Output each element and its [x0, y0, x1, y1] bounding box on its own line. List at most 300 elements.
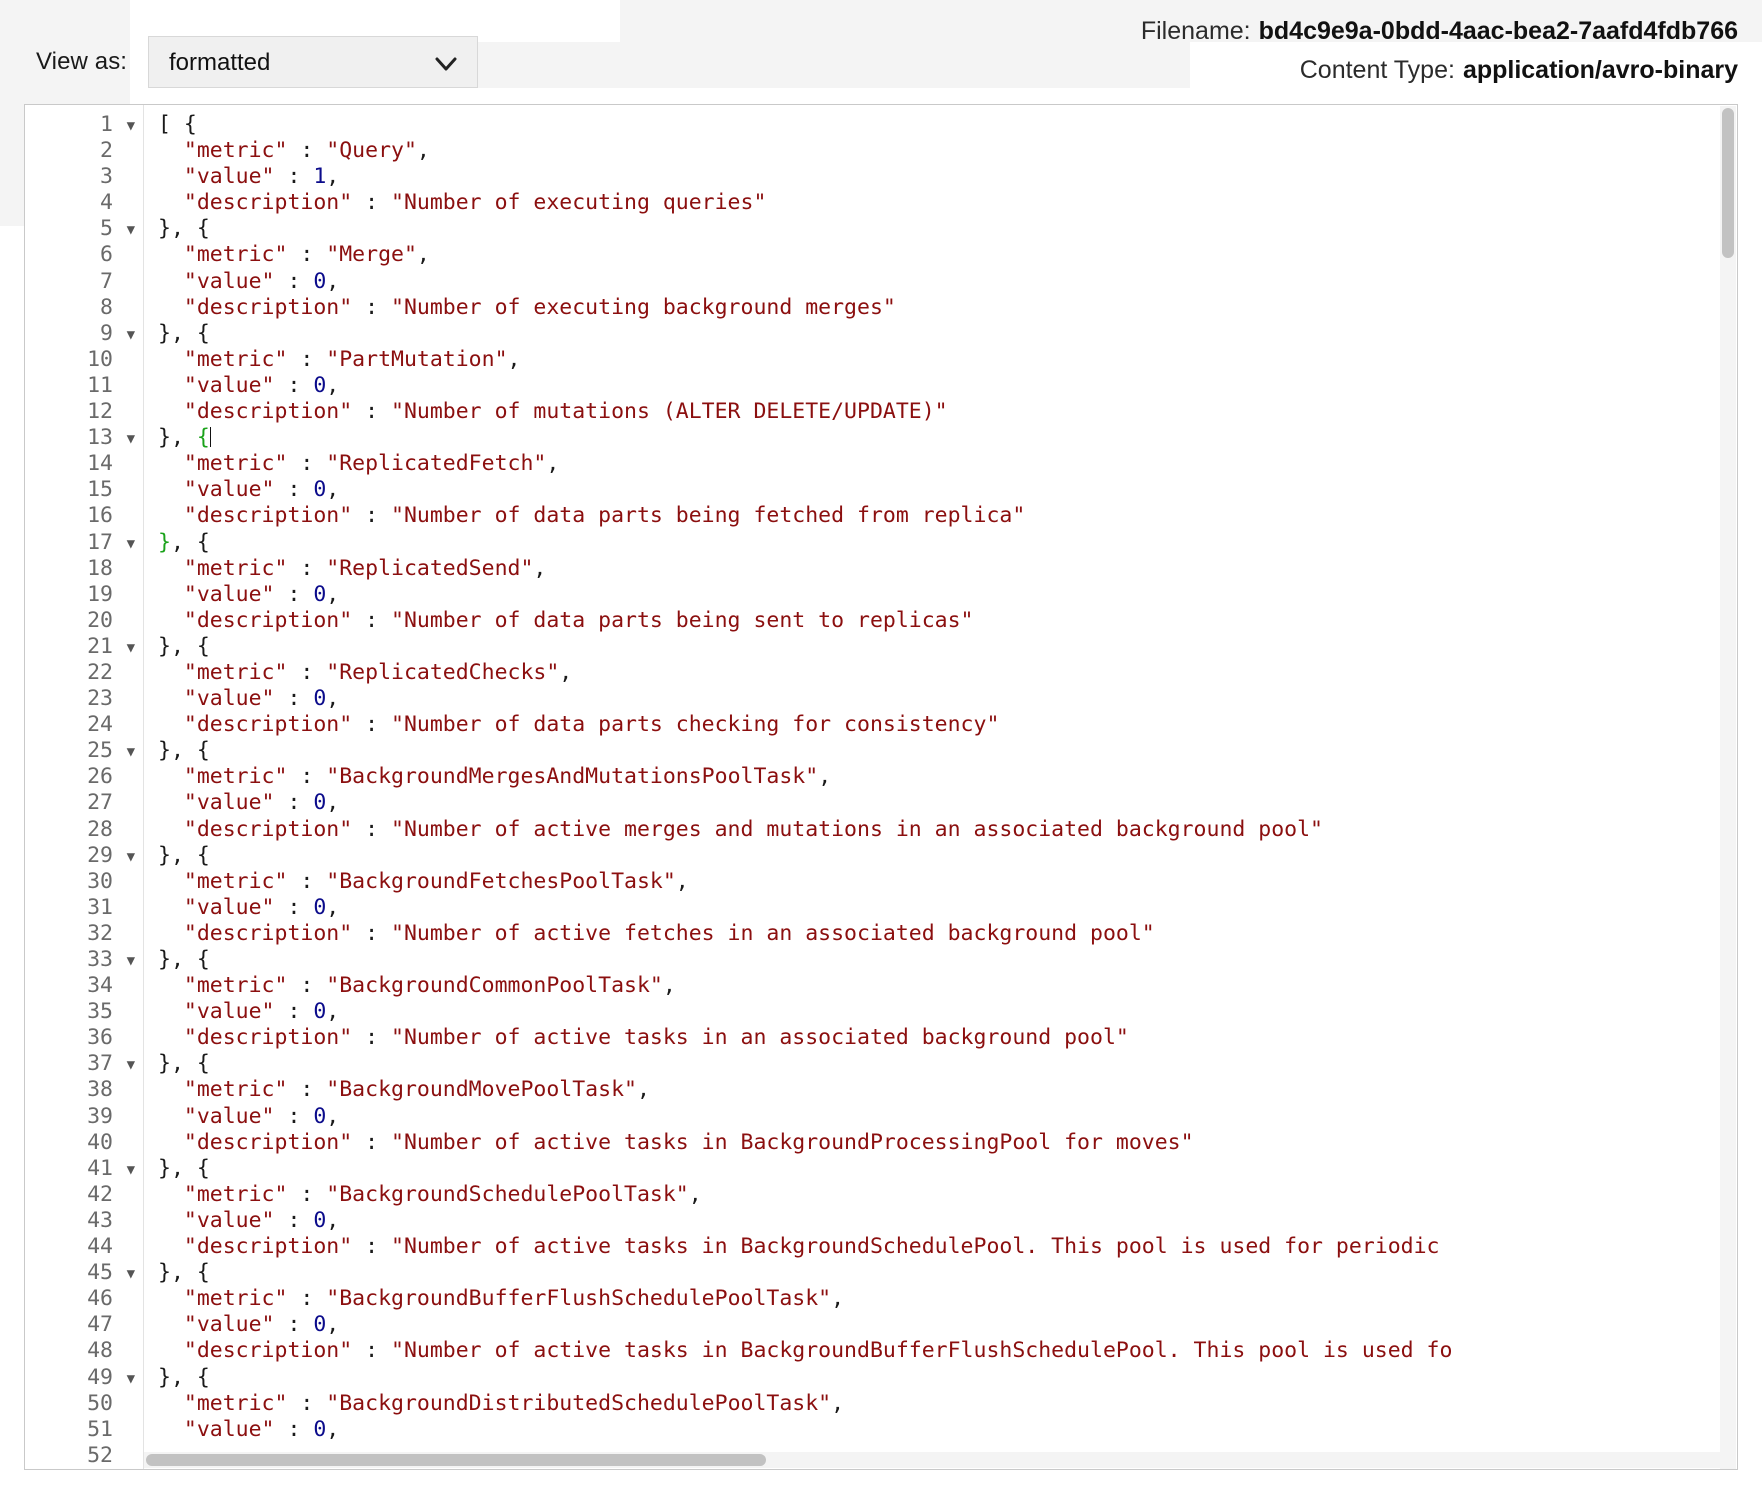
code-token: "value"	[183, 1312, 275, 1338]
code-token	[158, 347, 184, 372]
code-token: "metric"	[183, 451, 288, 477]
code-token: "ReplicatedSend"	[326, 555, 534, 581]
code-token: "description"	[183, 607, 353, 633]
code-token: "metric"	[183, 764, 288, 790]
line-number: 52	[87, 1442, 113, 1468]
line-number: 9 ▼	[100, 320, 135, 346]
code-token: :	[274, 1103, 314, 1129]
code-token	[158, 712, 184, 737]
code-token: },	[158, 425, 197, 451]
code-line	[144, 1365, 1452, 1391]
code-content	[144, 112, 1452, 1469]
code-token: "Number of active tasks in an associated background pool"	[391, 1025, 1129, 1051]
code-token: ,	[662, 973, 676, 999]
text-caret	[210, 427, 211, 447]
code-token	[158, 686, 184, 711]
code-token	[158, 373, 184, 398]
line-number: 22	[87, 659, 113, 685]
line-number: 30	[87, 868, 113, 894]
line-number: 21 ▼	[87, 633, 135, 659]
code-line	[144, 373, 1452, 399]
code-line	[144, 1208, 1452, 1234]
code-line	[144, 1051, 1452, 1077]
code-token: 1	[313, 164, 327, 190]
code-line	[144, 1156, 1452, 1182]
code-token	[158, 1338, 184, 1363]
code-token: "description"	[183, 1234, 353, 1260]
code-token: "BackgroundFetchesPoolTask"	[326, 868, 676, 894]
code-area[interactable]	[144, 105, 1737, 1469]
code-token: :	[352, 190, 392, 216]
code-token	[158, 1025, 184, 1050]
line-number: 47	[87, 1312, 113, 1338]
fold-toggle-icon[interactable]: ▼	[126, 953, 135, 969]
fold-toggle-icon[interactable]: ▼	[126, 326, 135, 343]
line-number: 2	[100, 138, 113, 164]
code-token: 0	[313, 790, 327, 816]
code-token: "BackgroundCommonPoolTask"	[326, 973, 663, 999]
code-token: "Number of executing background merges"	[391, 294, 896, 320]
code-token: "metric"	[183, 242, 288, 268]
code-token: ,	[818, 764, 832, 790]
code-token: :	[274, 164, 314, 190]
code-line	[144, 1286, 1452, 1312]
fold-toggle-icon[interactable]: ▼	[126, 1057, 135, 1074]
filename-label: Filename:	[1140, 17, 1251, 45]
code-token: "Number of active fetches in an associated background pool"	[391, 920, 1155, 946]
code-line	[144, 1312, 1452, 1338]
fold-toggle-icon[interactable]: ▼	[126, 1161, 135, 1178]
code-token: 0	[313, 686, 327, 712]
code-token: "value"	[183, 999, 275, 1025]
code-token: :	[274, 894, 314, 920]
code-token: "Number of active merges and mutations in an associated background pool"	[391, 816, 1323, 842]
code-token	[158, 556, 184, 581]
line-number: 23	[87, 686, 113, 712]
line-number: 31	[87, 894, 113, 920]
code-token: ,	[688, 1181, 702, 1207]
code-token: "description"	[183, 1025, 353, 1051]
code-line	[144, 399, 1452, 425]
line-number: 20	[87, 607, 113, 633]
code-token: ,	[326, 894, 340, 920]
code-token: :	[287, 1181, 327, 1207]
code-token	[158, 190, 184, 215]
line-number: 15	[87, 477, 113, 503]
fold-toggle-icon[interactable]: ▼	[126, 848, 135, 865]
line-number: 27	[87, 790, 113, 816]
code-token	[158, 869, 184, 894]
code-token: 0	[313, 477, 327, 503]
code-line	[144, 843, 1452, 869]
code-token: :	[287, 973, 327, 999]
code-token: ,	[533, 555, 547, 581]
code-token: "value"	[183, 477, 275, 503]
code-token: }, {	[158, 1260, 210, 1286]
code-line	[144, 686, 1452, 712]
vertical-scrollbar[interactable]	[1720, 106, 1736, 1470]
code-token: ,	[326, 477, 340, 503]
background-block	[478, 42, 1190, 88]
code-token: "description"	[183, 503, 353, 529]
code-token: :	[274, 477, 314, 503]
code-token: :	[287, 242, 327, 268]
code-token	[158, 1104, 184, 1129]
background-block	[620, 0, 706, 42]
line-number: 28	[87, 816, 113, 842]
code-line	[144, 164, 1452, 190]
line-number-gutter	[25, 105, 144, 1469]
code-token: :	[352, 1025, 392, 1051]
code-line	[144, 295, 1452, 321]
line-number: 43	[87, 1207, 113, 1233]
code-token: "BackgroundMergesAndMutationsPoolTask"	[326, 764, 819, 790]
code-token: "metric"	[183, 1390, 288, 1416]
code-token: 0	[313, 999, 327, 1025]
code-token: 0	[313, 894, 327, 920]
line-number: 5 ▼	[100, 216, 135, 242]
code-line	[144, 269, 1452, 295]
line-number: 49 ▼	[87, 1364, 135, 1390]
code-token: ,	[326, 1207, 340, 1233]
code-token: "value"	[183, 686, 275, 712]
code-token	[158, 1130, 184, 1155]
code-line	[144, 242, 1452, 268]
code-token: 0	[313, 372, 327, 398]
code-token: }, {	[158, 216, 210, 242]
code-token: :	[352, 607, 392, 633]
line-number: 7	[100, 268, 113, 294]
code-line	[144, 216, 1452, 242]
code-token: :	[274, 686, 314, 712]
line-number: 35	[87, 999, 113, 1025]
code-token: :	[352, 1234, 392, 1260]
code-line	[144, 425, 1452, 451]
code-token: "BackgroundBufferFlushSchedulePoolTask"	[326, 1286, 832, 1312]
code-token: "metric"	[183, 555, 288, 581]
line-number: 37 ▼	[87, 1051, 135, 1077]
line-number: 4	[100, 190, 113, 216]
code-line	[144, 451, 1452, 477]
line-number: 44	[87, 1234, 113, 1260]
code-token: "metric"	[183, 1286, 288, 1312]
line-number: 38	[87, 1077, 113, 1103]
code-token: "value"	[183, 581, 275, 607]
line-number: 17 ▼	[87, 529, 135, 555]
code-line	[144, 869, 1452, 895]
code-token: }, {	[158, 1051, 210, 1077]
code-token: "description"	[183, 712, 353, 738]
code-token: :	[352, 503, 392, 529]
view-as-select[interactable]	[148, 36, 478, 88]
code-token: "metric"	[183, 1077, 288, 1103]
code-line	[144, 634, 1452, 660]
code-line	[144, 1260, 1452, 1286]
code-token: :	[287, 659, 327, 685]
code-token: "description"	[183, 1338, 353, 1364]
code-token	[158, 817, 184, 842]
line-number: 46	[87, 1286, 113, 1312]
fold-toggle-icon[interactable]: ▼	[126, 744, 135, 761]
code-line	[144, 1104, 1452, 1130]
code-token: "Number of data parts checking for consistency"	[391, 712, 1000, 738]
code-token: :	[274, 790, 314, 816]
fold-toggle-icon[interactable]: ▼	[126, 1266, 135, 1283]
line-number: 36	[87, 1025, 113, 1051]
code-token: 0	[313, 268, 327, 294]
code-token	[158, 1208, 184, 1233]
code-token	[158, 399, 184, 424]
code-line	[144, 112, 1452, 138]
code-token: ,	[326, 1416, 340, 1442]
code-token: "description"	[183, 190, 353, 216]
code-token: 0	[313, 1312, 327, 1338]
fold-toggle-icon[interactable]: ▼	[126, 639, 135, 656]
code-token: :	[274, 999, 314, 1025]
code-token: ,	[416, 242, 430, 268]
code-token: ,	[326, 268, 340, 294]
code-token	[158, 1182, 184, 1207]
content-type-value: application/avro-binary	[1462, 55, 1738, 84]
code-token: :	[274, 268, 314, 294]
code-token: :	[274, 1312, 314, 1338]
code-token: ,	[416, 138, 430, 164]
code-token: ,	[559, 659, 573, 685]
code-token: 0	[313, 1416, 327, 1442]
code-line	[144, 1391, 1452, 1417]
code-token: :	[274, 372, 314, 398]
code-line	[144, 660, 1452, 686]
code-token: "value"	[183, 268, 275, 294]
code-token: ,	[326, 164, 340, 190]
code-token: "description"	[183, 1129, 353, 1155]
code-token	[158, 477, 184, 502]
fold-toggle-icon[interactable]: ▼	[126, 118, 135, 134]
code-token: :	[287, 346, 327, 372]
code-token: }, {	[158, 842, 210, 868]
code-token	[158, 790, 184, 815]
line-number: 48	[87, 1338, 113, 1364]
code-token: "Number of active tasks in BackgroundProcessingPool for moves"	[391, 1129, 1194, 1155]
code-token: "value"	[183, 894, 275, 920]
code-token: ,	[326, 999, 340, 1025]
code-token	[158, 1286, 184, 1311]
code-token: ,	[831, 1286, 845, 1312]
code-token	[158, 451, 184, 476]
code-token: :	[287, 555, 327, 581]
code-token: ,	[326, 1103, 340, 1129]
code-line	[144, 817, 1452, 843]
content-type-label: Content Type:	[1299, 55, 1455, 84]
code-token	[158, 921, 184, 946]
line-number: 39	[87, 1103, 113, 1129]
fold-toggle-icon[interactable]: ▼	[126, 535, 135, 552]
line-number: 41 ▼	[87, 1155, 135, 1181]
code-token: :	[352, 399, 392, 425]
code-token	[158, 582, 184, 607]
chevron-down-icon	[433, 51, 459, 77]
code-token: "description"	[183, 920, 353, 946]
code-token: , {	[170, 529, 210, 555]
code-line	[144, 895, 1452, 921]
code-token: }, {	[158, 738, 210, 764]
code-token: :	[352, 1338, 392, 1364]
code-line	[144, 973, 1452, 999]
code-token: ,	[507, 346, 521, 372]
line-number: 12	[87, 399, 113, 425]
code-token: "Number of executing queries"	[391, 190, 767, 216]
line-number-list	[25, 112, 143, 1469]
line-number: 8	[100, 294, 113, 320]
code-token: ,	[326, 790, 340, 816]
code-line	[144, 999, 1452, 1025]
code-token: "metric"	[183, 1181, 288, 1207]
code-token: "BackgroundMovePoolTask"	[326, 1077, 637, 1103]
line-number: 1 ▼	[100, 112, 135, 137]
code-token: ,	[326, 1312, 340, 1338]
code-token: "BackgroundSchedulePoolTask"	[326, 1181, 689, 1207]
code-token: "Number of active tasks in BackgroundBufferFlushSchedulePool. This pool is used fo	[391, 1338, 1453, 1364]
code-token: "Number of data parts being fetched from replica"	[391, 503, 1026, 529]
horizontal-scrollbar[interactable]	[144, 1452, 1720, 1468]
code-line	[144, 1182, 1452, 1208]
code-token	[158, 895, 184, 920]
code-token: "value"	[183, 790, 275, 816]
code-token: "metric"	[183, 659, 288, 685]
line-number: 29 ▼	[87, 842, 135, 868]
code-line	[144, 764, 1452, 790]
code-token: "value"	[183, 1416, 275, 1442]
line-number: 10	[87, 346, 113, 372]
json-editor[interactable]	[24, 104, 1738, 1470]
line-number: 16	[87, 503, 113, 529]
code-token: }, {	[158, 947, 210, 972]
code-token	[158, 242, 184, 267]
code-token: :	[287, 1077, 327, 1103]
code-token: "Number of active tasks in BackgroundSchedulePool. This pool is used for periodic	[391, 1234, 1453, 1260]
code-token: "PartMutation"	[326, 346, 508, 372]
fold-toggle-icon[interactable]: ▼	[126, 222, 135, 239]
code-line	[144, 347, 1452, 373]
line-number: 3	[100, 164, 113, 190]
code-token: "ReplicatedChecks"	[326, 659, 560, 685]
code-token	[158, 1312, 184, 1337]
code-line	[144, 321, 1452, 347]
code-token: "ReplicatedFetch"	[326, 451, 547, 477]
code-line	[144, 477, 1452, 503]
code-token: :	[274, 581, 314, 607]
fold-toggle-icon[interactable]: ▼	[126, 1370, 135, 1387]
code-token: "value"	[183, 1207, 275, 1233]
code-token: ,	[546, 451, 560, 477]
line-number: 19	[87, 581, 113, 607]
code-token	[158, 973, 184, 998]
horizontal-scrollbar-thumb[interactable]	[146, 1454, 766, 1466]
code-line	[144, 138, 1452, 164]
code-token: "BackgroundDistributedSchedulePoolTask"	[326, 1390, 832, 1416]
code-token: :	[352, 816, 392, 842]
code-token	[158, 1234, 184, 1259]
code-token: "value"	[183, 372, 275, 398]
code-token	[158, 138, 184, 163]
code-token	[158, 295, 184, 320]
line-number: 18	[87, 555, 113, 581]
line-number: 25 ▼	[87, 738, 135, 764]
code-token	[158, 1391, 184, 1416]
code-line	[144, 1077, 1452, 1103]
code-token: "Query"	[326, 138, 417, 164]
code-token	[158, 503, 184, 528]
code-line	[144, 790, 1452, 816]
code-token: :	[287, 868, 327, 894]
code-token: 0	[313, 1207, 327, 1233]
code-token: "Merge"	[326, 242, 417, 268]
code-line	[144, 1338, 1452, 1364]
code-token	[158, 999, 184, 1024]
code-line	[144, 556, 1452, 582]
code-token: }, {	[158, 633, 210, 659]
code-token: :	[287, 764, 327, 790]
code-token: 0	[313, 581, 327, 607]
line-number: 6	[100, 242, 113, 268]
view-as-selected-value: formatted	[169, 49, 271, 76]
code-token: ,	[326, 372, 340, 398]
code-token	[158, 608, 184, 633]
content-type-row	[1141, 51, 1738, 90]
line-number: 32	[87, 920, 113, 946]
code-token: :	[287, 1286, 327, 1312]
line-number: 40	[87, 1129, 113, 1155]
code-token: "Number of data parts being sent to replicas"	[391, 607, 974, 633]
line-number: 34	[87, 973, 113, 999]
code-line	[144, 1130, 1452, 1156]
code-token: [ {	[158, 112, 197, 137]
code-token: "value"	[183, 164, 275, 190]
code-token: "value"	[183, 1103, 275, 1129]
code-token: "Number of mutations (ALTER DELETE/UPDATE)"	[391, 399, 948, 425]
line-number: 33 ▼	[87, 947, 135, 972]
code-line	[144, 608, 1452, 634]
code-token	[158, 1077, 184, 1102]
code-line	[144, 530, 1452, 556]
code-line	[144, 503, 1452, 529]
code-line	[144, 1417, 1452, 1443]
code-token	[158, 269, 184, 294]
code-token: {	[196, 425, 210, 451]
file-metadata	[1141, 12, 1738, 90]
code-line	[144, 1234, 1452, 1260]
code-token	[158, 764, 184, 789]
code-line	[144, 712, 1452, 738]
code-token	[158, 1417, 184, 1442]
code-token: :	[287, 138, 327, 164]
line-number: 14	[87, 451, 113, 477]
code-token: :	[352, 920, 392, 946]
filename-value: bd4c9e9a-0bdd-4aac-bea2-7aafd4fdb766	[1258, 17, 1738, 45]
code-token: "description"	[183, 816, 353, 842]
fold-toggle-icon[interactable]: ▼	[126, 431, 135, 448]
line-number: 50	[87, 1390, 113, 1416]
vertical-scrollbar-thumb[interactable]	[1722, 108, 1734, 258]
code-line	[144, 190, 1452, 216]
code-token: "metric"	[183, 868, 288, 894]
code-token: :	[352, 294, 392, 320]
code-token: 0	[313, 1103, 327, 1129]
code-line	[144, 738, 1452, 764]
code-token: :	[287, 451, 327, 477]
code-line	[144, 582, 1452, 608]
code-line	[144, 947, 1452, 973]
